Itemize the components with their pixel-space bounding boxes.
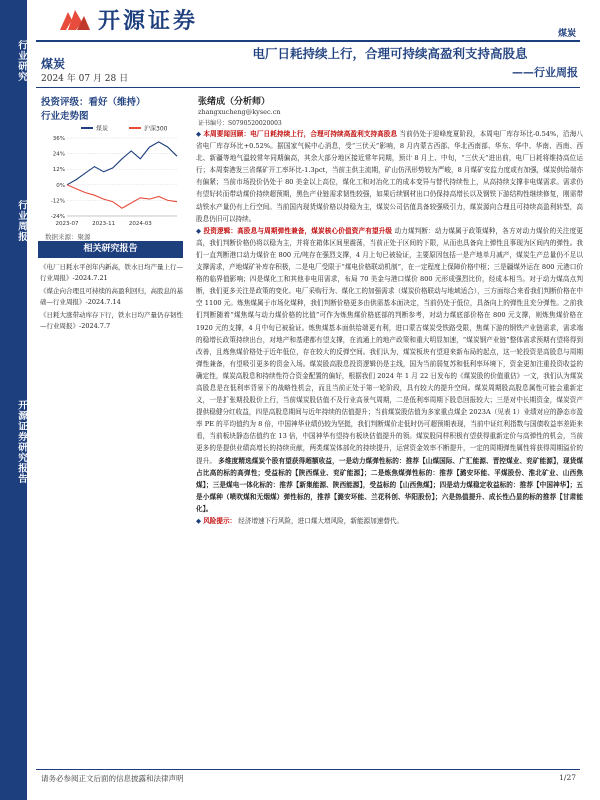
related-report-item[interactable]: 《煤企向合理且可持续的高盈利回归，高股息的基础—行业周报》-2024.7.14 (40, 287, 183, 306)
section-weekly-review (196, 128, 583, 225)
industry-trend-chart (41, 122, 181, 230)
section-risk (196, 515, 583, 527)
y-tick-label: 12% (52, 167, 65, 174)
sector-name: 煤炭 (41, 57, 66, 71)
legend-label: 沪深300 (144, 125, 168, 133)
section-label: 风险提示： (203, 517, 237, 525)
sidebar-sector-label: 行业研究 (16, 40, 27, 82)
paragraph-text: 经济增速下行风险，进口煤大增风险，新能源加速替代。 (238, 517, 404, 525)
title-divider (36, 87, 580, 88)
section-investment-logic (196, 225, 583, 515)
legend-label: 煤炭 (96, 125, 109, 133)
related-reports-list (40, 262, 183, 334)
brand-mark-icon (58, 6, 92, 32)
paragraph-text: 当前仍处于迎峰度夏阶段，本周电厂库存环比-0.54%，沿海八省电厂库存环比+0.52%。据国家气候中心消息，受“三伏天”影响，8 月内蒙古西部、华北西南部、华东、华中、华南、西南、西北、新疆等地气温较常年同期偏高，其余大部分地区接近常年同期，预计 8 月上、中旬，“三伏天”进出前，电厂日耗将维持高位运行；本周秦港发三省煤矿开工率环比-1.3pct，当前主供主流期，矿山仿汛形势较为严峻，8 月煤矿安监力度或有加强，煤炭供给端亦有偏紧；当前市场投价仍处于 80 美金以上高位，煤化工和对冶化工的成本变异与替代持续性上，从高持续支撑非电煤需求。需求仍有望好转而带动煤价持续超预期，黑色产业链需求韧性较强，如果后续钢材出口仍保持高增长以及钢铁下游结构性继续修复，刚需带动铁水产量仍有上行空间。当前国内现货煤价格以持稳为主，煤炭公司估值具备较强吸引力，煤炭源向合理且可持续高盈利转型，高股息仍旧可以持续。 (196, 130, 583, 223)
y-tick-label: 36% (52, 136, 65, 142)
report-body (196, 128, 583, 527)
report-subtitle: ——行业周报 (512, 66, 578, 79)
x-tick-label: 2023-07 (55, 221, 79, 227)
header-tag: 煤炭 (557, 29, 576, 39)
related-report-item[interactable]: 《日耗大涨带动库存下行，铁水日均产量仍存韧性—行业周报》-2024.7.7 (40, 311, 183, 330)
series-line (67, 142, 177, 185)
y-tick-label: -24% (50, 214, 65, 220)
brand-name: 开源证券 (98, 8, 199, 34)
related-reports-header: 相关研究报告 (38, 241, 183, 258)
footer-notice: 请务必参阅正文后面的信息披露和法律声明 (41, 774, 184, 783)
bullet-icon: ◆ (196, 517, 202, 525)
paragraph-text: 多维度精选煤炭个股有望获得超额收益，一是动力煤弹性标的：推荐【山煤国际、广汇能源、晋控煤业、兖矿能源】，现货煤占比高的标的高弹性；受益标的【陕西煤业、兖矿能源】；二是炼焦煤弹性标的：推荐【潞安环能、平煤股份、淮北矿业、山西焦煤】；三是煤电一体化标的：推荐【新集能源、陕西能源】，受益标的【山西焦煤】；四是动力煤稳定收益标的：推荐【中国神华】；五是小煤种（喷吹煤和无烟煤）弹性标的，推荐【潞安环能、兰花科创、华阳股份】；六是热值提升、成长性凸显的标的推荐【甘肃能化】。 (196, 456, 584, 513)
report-title: 电厂日耗持续上行，合理可持续高盈利支持高股息 (252, 46, 528, 61)
chart-source: 数据来源：聚源 (45, 233, 91, 241)
y-tick-label: 24% (52, 151, 65, 158)
series-line (67, 185, 177, 208)
y-tick-label: 0% (56, 182, 65, 189)
footer-divider (36, 769, 580, 770)
analyst-name: 张绪成（分析师） (198, 97, 271, 107)
x-tick-label: 2023-11 (92, 221, 116, 227)
sidebar-disclaimer: 开源证券研究报告 (16, 400, 27, 484)
report-date: 2024 年 07 月 28 日 (41, 74, 129, 84)
analyst-cert: 证书编号：S0790520020003 (198, 120, 282, 127)
investment-rating: 投资评级：看好（维持） (41, 97, 146, 108)
section-label: 本周要闻回顾：电厂日耗持续上行，合理可持续高盈利支持高股息 (203, 130, 398, 138)
y-tick-label: -12% (50, 198, 65, 205)
sidebar-report-type: 行业周报 (16, 200, 27, 242)
bullet-icon: ◆ (196, 226, 202, 235)
page-number: 1/27 (559, 773, 576, 782)
related-report-item[interactable]: 《电厂日耗水平创年内新高，铁水日均产量上行—行业周报》-2024.7.21 (40, 263, 183, 282)
x-tick-label: 2024-03 (128, 221, 152, 227)
header-divider (36, 40, 580, 42)
trend-title: 行业走势图 (41, 111, 89, 122)
section-label: 投资逻辑：高股息与周期弹性兼备，煤炭核心价值资产有望升级 (203, 226, 393, 235)
analyst-email[interactable]: zhangxucheng@kysec.cn (198, 108, 281, 116)
brand-logo (58, 4, 198, 34)
bullet-icon: ◆ (196, 130, 202, 138)
paragraph-text: 动力煤判断：动力煤属于政策煤种，各方对动力煤价的关注度更高，我们判断价格仍将以稳为主，并将在箱体区间里震荡，当前正处于区间的下限，从而也具备向上弹性且事现为区间内的弹性。我们一直判断港口动力煤价在 800 元/吨存在强烈支撑，4 月上旬已被验证，主要原因包括一是产地单月减产，煤炭生产总量仍不足以支撑需求，产地煤矿补库存积极，二是电厂受限于“煤电价格联动机制”，在一定程度上保障价格中枢；三是疆煤外运在 800 元港口价格的临界值影响；四是煤化工和其他非电用需求，布局 70 美金与港口煤价 800 元形成强烈比价，经成本相当。对于动力煤高点判断，我们更多关注是政策的变化、电厂采购行为、煤化工的加强需求（煤炭价格联动与地域适合），三方面综合来看我们判断价格在中空 1100 元。炼焦煤属于市场化煤种，我们判断价格更多由供需基本面决定，当前仍处于低位，具备向上的弹性且充分弹性。之前我们判断随着“煤焦煤与动力煤价格的比值”可作为炼焦煤价格底部的判断参考，对动力煤底部价格在 800 元支撑，则炼焦煤价格在 1920 元的支撑，4 月中旬已被验证。炼焦煤基本面供给端更有利，进口蒙古煤炭受铁路受限，焦煤下游的钢铁产业链需求，需求端的稳增长政策持续出台，对地产和基建都有望支撑，在流通上的地产政策和重大明显加速，“煤炭钢产业链”整体需求预期有望将得到改善，且炼焦煤价格处于近年低位，存在较大的反弹空间。我们认为，煤炭板块有望迎来新布局的起点，这一轮投资是高股息与周期弹性兼备，有望吸引更多的资金入场。煤炭股高股息投资逻辑仍是主线，国为当前弱复苏和低利率环境下，资金更加注重投资收益的确定性，煤炭高股息和持续性符合资金配置的偏好，根据我们 2024 年 1 月 22 日发布的《煤炭股的价值重估》一文，我们认为煤炭高股息是在低利率背景下的战略性机会，而且当前正处于第一轮阶段，具有较大的提升空间。煤炭周期股高股息属性可能会重新定义，一是扩张期投股价上行，当前煤炭股估值不及行业高景气周期，二是低利率周期下股息回报较大；三是对中长期资金，煤炭资产提供稳健分红收益，四是高股息期间与近年持续的估值提升；当前煤炭股估值为多家重点煤企 2023A（见表 1）业绩对应的静态市盈率 PE 的平均值约为 8 倍，中国神华业绩仍较为坚挺，我们判断煤价走低时仍可超预期表现，当前中证红利指数与国债收益率差距来看，当前板块静态估值约在 13 倍，中国神华有望持有板块估值提升的领。煤炭股同样积极有望获得重新定价与高弹性的机会，当前更多的是提供业绩高增长的持续贡献，两类煤炭体部化的持续提升，运营资金效率不断提升，一定的周期弹性属性将获得周期溢价的提升。 (196, 226, 583, 465)
